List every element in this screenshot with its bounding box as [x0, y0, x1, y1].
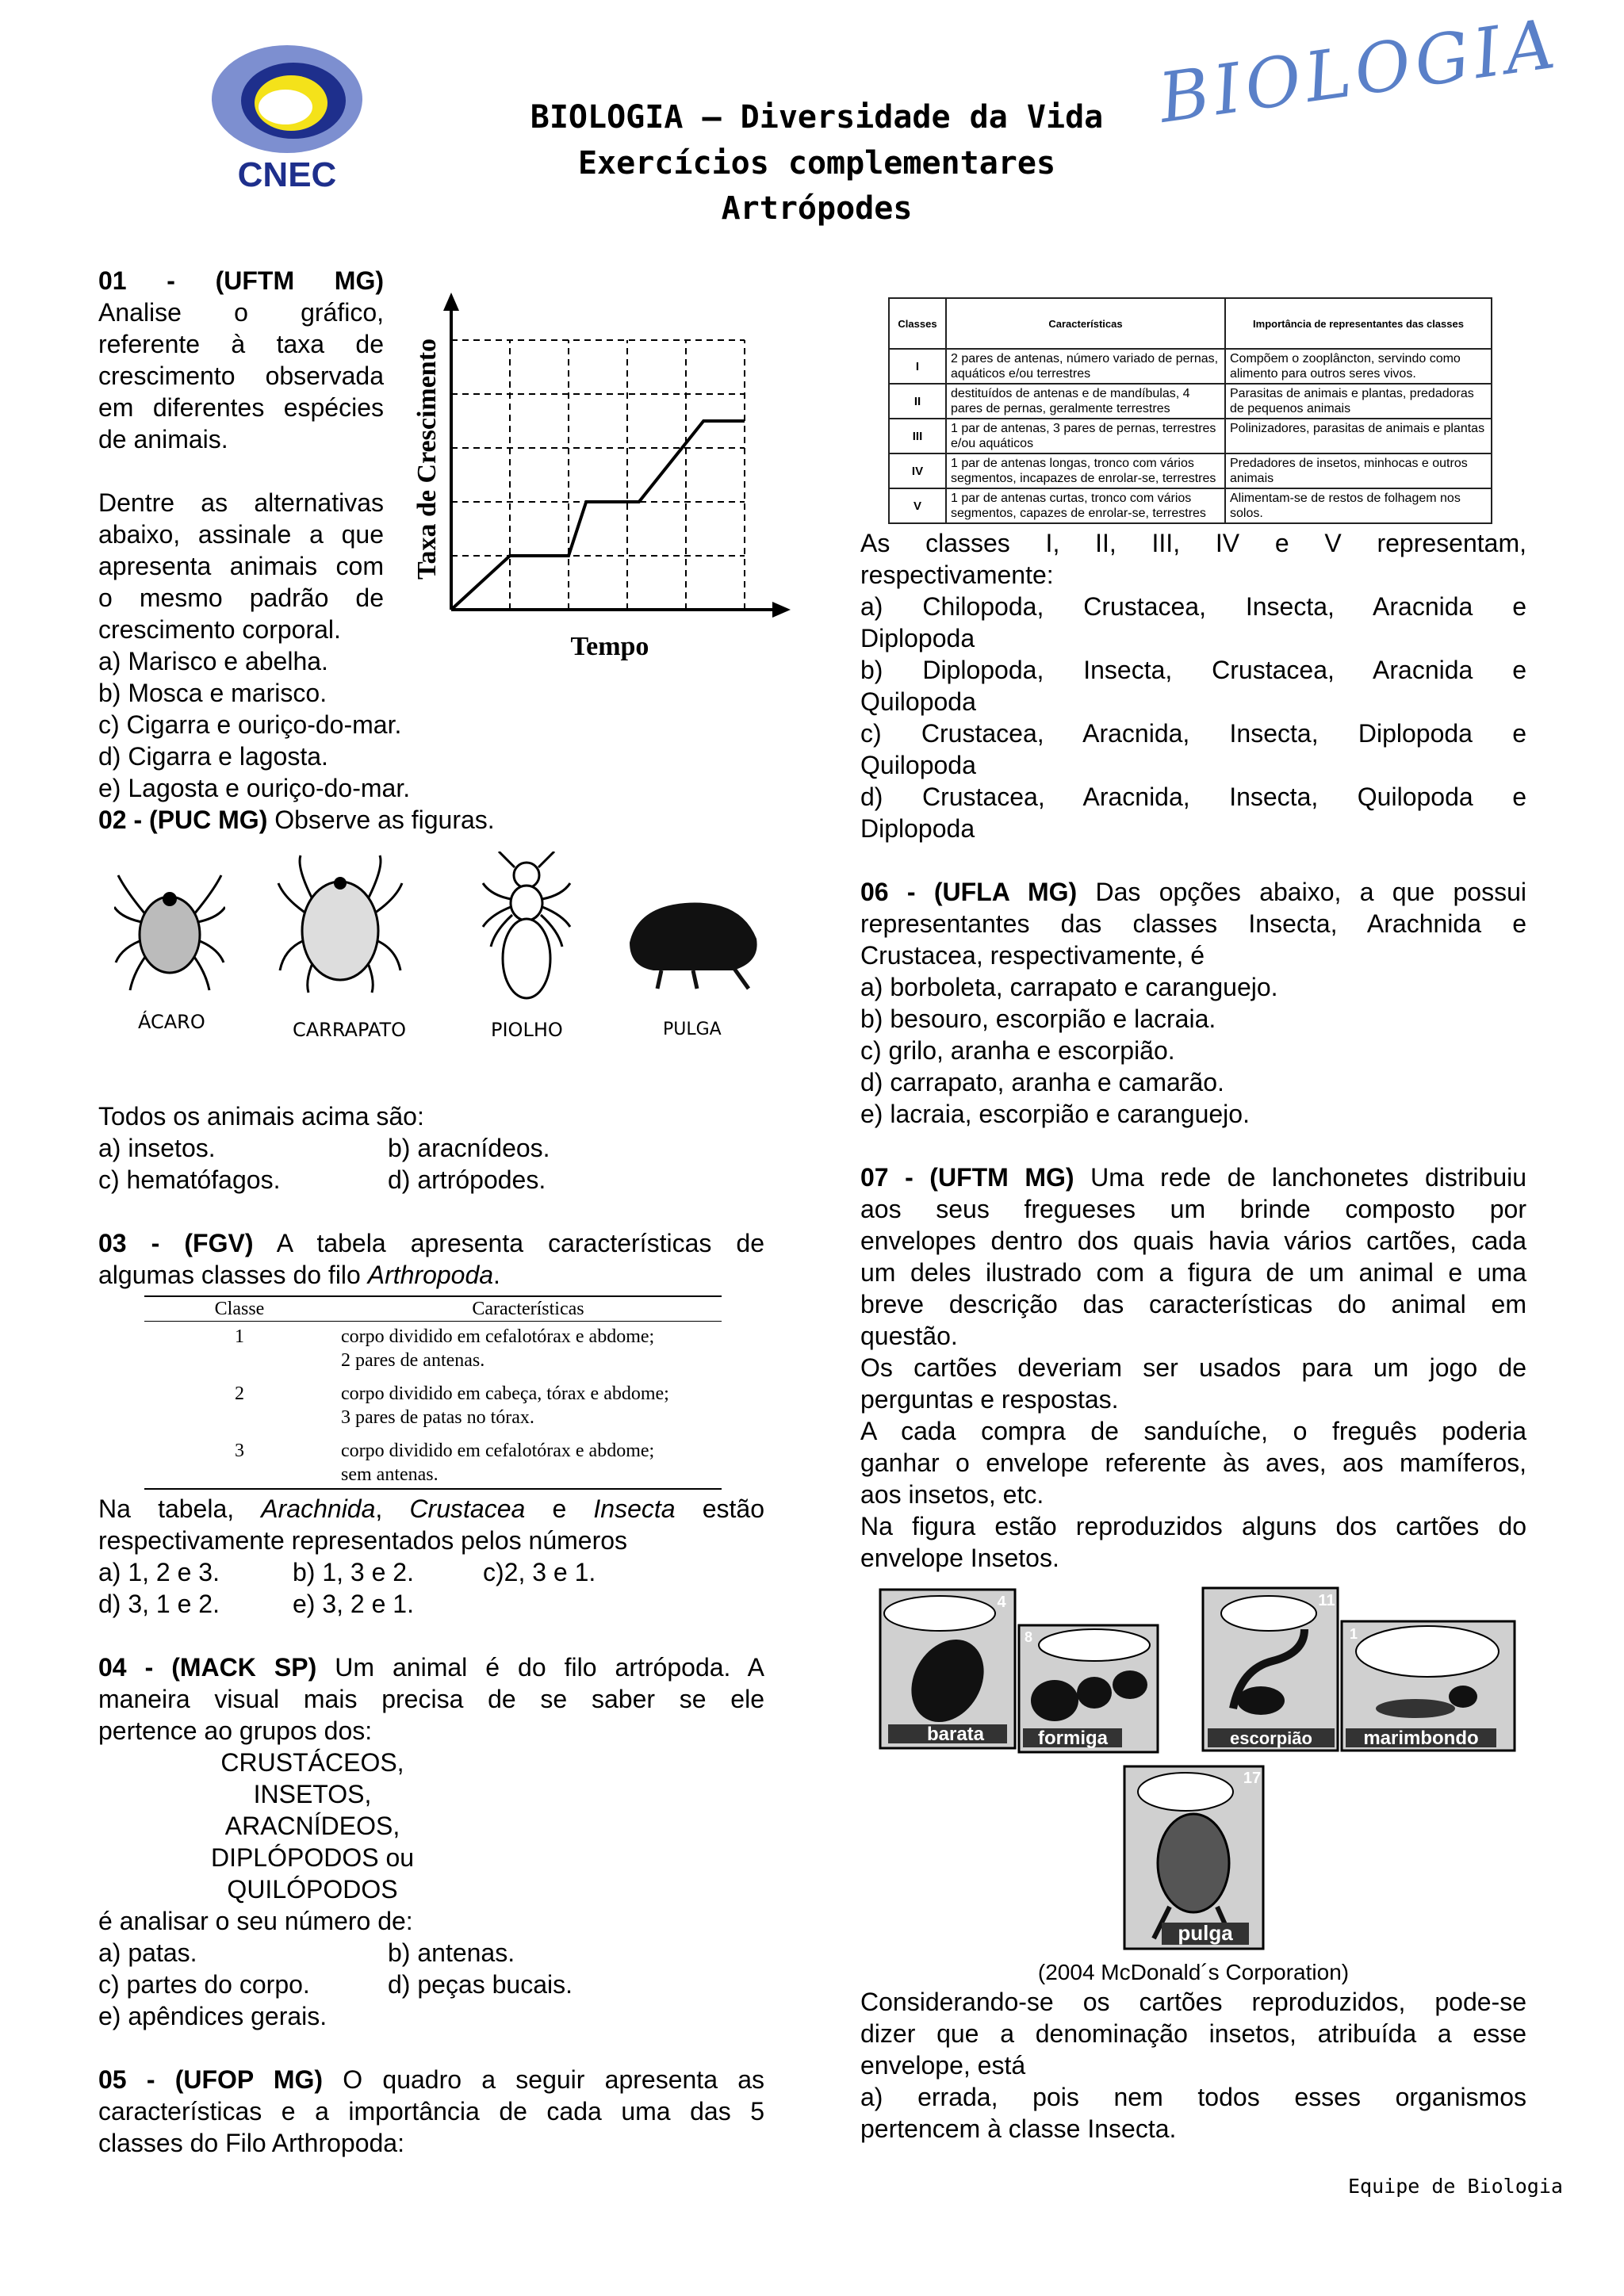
q6-option: b) besouro, escorpião e lacraia.: [860, 1004, 1216, 1033]
q1-text-line: de animais.: [98, 425, 228, 453]
q4-option: a) patas.: [98, 1938, 197, 1967]
q5-text: O quadro a seguir apresenta as: [343, 2065, 764, 2094]
question-02: [98, 804, 764, 1196]
q7-text: ganhar o envelope referente às aves, aos mamíferos,: [860, 1448, 1526, 1477]
q5-cell: destituídos de antenas e de mandíbulas, 4 pares de pernas, geralmente terrestres: [946, 384, 1225, 419]
left-column: [98, 265, 764, 2159]
q3-header-caracteristicas: Características: [472, 1299, 584, 1319]
svg-text:8: 8: [1024, 1629, 1033, 1645]
q5-table: [888, 297, 1492, 524]
q7-text: envelope Insetos.: [860, 1544, 1059, 1572]
growth-line: [451, 421, 745, 610]
q6-text: Das opções abaixo, a que possui: [1095, 878, 1527, 906]
q4-option: b) antenas.: [388, 1938, 515, 1967]
q5-row: [889, 453, 1492, 488]
q3-table: [144, 1295, 722, 1490]
question-number: 01 - (UFTM MG): [98, 266, 384, 295]
q1-option: e) Lagosta e ouriço-do-mar.: [98, 774, 411, 802]
q6-text: representantes das classes Insecta, Arachnida e: [860, 909, 1526, 938]
q6-option: e) lacraia, escorpião e caranguejo.: [860, 1100, 1250, 1128]
q6-text: Crustacea, respectivamente, é: [860, 941, 1205, 970]
acaro-icon: [114, 859, 225, 994]
q5-cell: II: [889, 384, 946, 419]
q4-option: c) partes do corpo.: [98, 1970, 310, 1999]
biologia-wordart: BIOLOGIA: [1154, 4, 1565, 139]
q7-option: a) errada, pois nem todos esses organismos: [860, 2083, 1526, 2111]
carrapato-icon: [277, 851, 404, 994]
pulga-icon: [622, 895, 764, 990]
card-barata: [880, 1590, 1015, 1748]
question-06: [860, 876, 1526, 1130]
q2-option: c) hematófagos.: [98, 1165, 281, 1194]
cards-illustration: [860, 1582, 1526, 1954]
q3-text: A tabela apresenta características de: [276, 1229, 765, 1257]
q2-option: b) aracnídeos.: [388, 1134, 550, 1162]
q7-after: envelope, está: [860, 2051, 1026, 2080]
svg-text:formiga: formiga: [1037, 1728, 1109, 1749]
question-number: 05 - (UFOP MG): [98, 2065, 324, 2094]
q2-option: a) insetos.: [98, 1134, 216, 1162]
q7-text: aos seus fregueses um brinde composto por: [860, 1195, 1526, 1223]
q4-group: CRUSTÁCEOS,: [220, 1748, 404, 1777]
q3-option: b) 1, 3 e 2.: [293, 1558, 414, 1586]
q3-option: e) 3, 2 e 1.: [293, 1590, 414, 1618]
q5-cell: 1 par de antenas curtas, tronco com vários segmentos, capazes de enrolar-se, terrestres: [946, 488, 1225, 523]
q4-group: QUILÓPODOS: [227, 1875, 398, 1904]
svg-text:4: 4: [997, 1594, 1006, 1611]
page-subtitle: Exercícios complementares: [577, 145, 1056, 182]
x-axis-label: Tempo: [570, 632, 649, 661]
figure-label-carrapato: CARRAPATO: [293, 1019, 407, 1041]
q7-text: breve descrição das características do animal em: [860, 1290, 1526, 1318]
card-escorpiao: [1203, 1588, 1338, 1751]
figure-label-acaro: ÁCARO: [138, 1011, 205, 1033]
q2-prompt: Todos os animais acima são:: [98, 1102, 424, 1131]
q1-option: a) Marisco e abelha.: [98, 647, 328, 675]
q3-cell-text: sem antenas.: [341, 1464, 439, 1485]
q5-cell: 1 par de antenas, 3 pares de pernas, terrestres e/ou aquáticos: [946, 419, 1225, 453]
q6-option: a) borboleta, carrapato e caranguejo.: [860, 973, 1278, 1001]
q3-option: a) 1, 2 e 3.: [98, 1558, 220, 1586]
q4-group: ARACNÍDEOS,: [224, 1812, 400, 1840]
q3-row: [144, 1372, 722, 1429]
q1-option: c) Cigarra e ouriço-do-mar.: [98, 710, 402, 739]
q5-cell: Compõem o zooplâncton, servindo como alimento para outros seres vivos.: [1225, 349, 1492, 384]
card-marimbondo: [1342, 1621, 1515, 1751]
svg-text:17: 17: [1243, 1770, 1262, 1787]
q5-option: b) Diplopoda, Insecta, Crustacea, Aracnida e: [860, 656, 1526, 684]
q4-text: Um animal é do filo artrópoda. A: [335, 1653, 765, 1682]
q1-prompt-line: apresenta animais com: [98, 552, 384, 580]
q3-cell-text: corpo dividido em cefalotórax e abdome;: [341, 1441, 655, 1461]
q5-cell: III: [889, 419, 946, 453]
q5-option: Diplopoda: [860, 624, 975, 652]
arthropod-figures: [98, 851, 764, 1089]
q2-text: Observe as figuras.: [274, 806, 495, 834]
q5-cell: V: [889, 488, 946, 523]
q4-group: DIPLÓPODOS ou: [210, 1843, 415, 1872]
right-column: [860, 297, 1526, 2145]
q5-option: Quilopoda: [860, 751, 976, 779]
svg-text:1: 1: [1349, 1626, 1358, 1642]
q5-text: características e a importância de cada uma das 5: [98, 2097, 764, 2126]
q4-option: e) apêndices gerais.: [98, 2002, 327, 2030]
question-number: 03 - (FGV): [98, 1229, 254, 1257]
question-number: 07 - (UFTM MG): [860, 1163, 1074, 1192]
q6-option: d) carrapato, aranha e camarão.: [860, 1068, 1224, 1096]
q3-text-italic: Arthropoda: [367, 1261, 494, 1289]
q2-option: d) artrópodes.: [388, 1165, 546, 1194]
q5-row: [889, 419, 1492, 453]
q3-cell-classe: 2: [235, 1383, 244, 1404]
svg-text:marimbondo: marimbondo: [1363, 1728, 1479, 1749]
q5-header: Importância de representantes das classes: [1225, 298, 1492, 349]
card-figure: [860, 1582, 1526, 1954]
question-05: [98, 2064, 764, 2159]
q5-cell: Parasitas de animais e plantas, predadoras de pequenos animais: [1225, 384, 1492, 419]
q5-cell: 2 pares de antenas, número variado de pernas, aquáticos e/ou terrestres: [946, 349, 1225, 384]
page-topic: Artrópodes: [721, 190, 913, 227]
q1-prompt-line: crescimento corporal.: [98, 615, 341, 644]
piolho-icon: [479, 851, 574, 1002]
q7-text: Os cartões deveriam ser usados para um jogo de: [860, 1353, 1526, 1382]
q5-row: [889, 384, 1492, 419]
q4-group: INSETOS,: [253, 1780, 372, 1808]
y-axis-arrow: [443, 293, 459, 311]
q5-option: d) Crustacea, Aracnida, Insecta, Quilopoda e: [860, 783, 1526, 811]
card-formiga: [1019, 1625, 1158, 1752]
svg-text:CNEC: CNEC: [237, 155, 337, 194]
question-number: 06 - (UFLA MG): [860, 878, 1078, 906]
q3-row: [144, 1322, 722, 1372]
q3-option: d) 3, 1 e 2.: [98, 1590, 220, 1618]
q1-option: b) Mosca e marisco.: [98, 679, 327, 707]
footer: Equipe de Biologia: [1348, 2175, 1563, 2198]
q1-prompt-line: Dentre as alternativas: [98, 488, 384, 517]
q3-after-text: respectivamente representados pelos números: [98, 1526, 628, 1555]
q1-option: d) Cigarra e lagosta.: [98, 742, 328, 771]
svg-text:barata: barata: [926, 1724, 985, 1745]
growth-chart: [412, 289, 792, 669]
q6-option: c) grilo, aranha e escorpião.: [860, 1036, 1175, 1065]
q5-cell: Polinizadores, parasitas de animais e plantas: [1225, 419, 1492, 453]
card-pulga: [1124, 1766, 1263, 1949]
svg-text:11: 11: [1318, 1592, 1335, 1609]
q7-text: aos insetos, etc.: [860, 1480, 1044, 1509]
figure-label-piolho: PIOLHO: [491, 1019, 563, 1041]
q5-text: classes do Filo Arthropoda:: [98, 2129, 404, 2157]
q5-after: respectivamente:: [860, 561, 1054, 589]
svg-text:escorpião: escorpião: [1230, 1728, 1312, 1748]
q5-cell: 1 par de antenas longas, tronco com vários segmentos, incapazes de enrolar-se, terrestres: [946, 453, 1225, 488]
q4-text: pertence ao grupos dos:: [98, 1716, 373, 1745]
q7-text: perguntas e respostas.: [860, 1385, 1119, 1414]
q3-cell-text: corpo dividido em cefalotórax e abdome;: [341, 1326, 655, 1347]
q5-cell: IV: [889, 453, 946, 488]
q5-header: Classes: [889, 298, 946, 349]
question-04: [98, 1651, 764, 2032]
question-01: [98, 265, 764, 804]
figure-caption: (2004 McDonald´s Corporation): [1037, 1960, 1350, 1984]
q5-row: [889, 349, 1492, 384]
question-number: 02 - (PUC MG): [98, 806, 268, 834]
q5-cell: I: [889, 349, 946, 384]
q4-option: d) peças bucais.: [388, 1970, 573, 1999]
q7-text: envelopes dentro dos quais havia vários cartões, cada: [860, 1226, 1526, 1255]
q5-cell: Predadores de insetos, minhocas e outros animais: [1225, 453, 1492, 488]
q1-prompt-line: o mesmo padrão de: [98, 584, 384, 612]
q5-row: [889, 488, 1492, 523]
q1-text-line: Analise o gráfico,: [98, 298, 384, 327]
cnec-logo: [208, 44, 366, 202]
q5-option: a) Chilopoda, Crustacea, Insecta, Aracnida e: [860, 592, 1526, 621]
y-axis-label: Taxa de Crescimento: [412, 338, 442, 580]
q5-header: Características: [946, 298, 1225, 349]
q1-prompt-line: abaixo, assinale a que: [98, 520, 384, 549]
q4-prompt: é analisar o seu número de:: [98, 1907, 413, 1935]
q3-cell-text: 2 pares de antenas.: [341, 1350, 485, 1371]
q7-text: A cada compra de sanduíche, o freguês poderia: [860, 1417, 1526, 1445]
page-title: BIOLOGIA – Diversidade da Vida: [530, 99, 1104, 136]
question-number: 04 - (MACK SP): [98, 1653, 317, 1682]
svg-text:pulga: pulga: [1178, 1921, 1233, 1945]
q4-text: maneira visual mais precisa de se saber se ele: [98, 1685, 764, 1713]
q7-text: um deles ilustrado com a figura de um animal e uma: [860, 1258, 1526, 1287]
q7-text: Na figura estão reproduzidos alguns dos cartões do: [860, 1512, 1526, 1540]
figure-label-pulga: PULGA: [663, 1020, 722, 1039]
q7-text: Uma rede de lanchonetes distribuiu: [1090, 1163, 1527, 1192]
q3-header-classe: Classe: [214, 1299, 265, 1319]
q5-option: Quilopoda: [860, 687, 976, 716]
q5-option: Diplopoda: [860, 814, 975, 843]
q7-after: dizer que a denominação insetos, atribuída a esse: [860, 2019, 1526, 2048]
question-03: 03 - (FGV) A tabela apresenta características de algumas classes do filo Arthropoda. Classe Características 1 corpo dividido em cefalotórax e abdome; 2 pares de antenas. 2 corpo dividido em cabeça, tórax e abdome; 3 pares de patas no tórax. 3 corpo dividido em cefalotórax e abdome; sem antenas. Na tabela, Arachnida, Crustacea e Insecta estão respectivamente representados pelos números a) 1, 2 e 3. b) 1, 3 e 2. c)2, 3 e 1. d) 3, 1 e 2. e) 3, 2 e 1.: [98, 1229, 765, 1618]
q3-option: c)2, 3 e 1.: [483, 1558, 596, 1586]
q1-text-line: crescimento observada: [98, 362, 384, 390]
q5-cell: Alimentam-se de restos de folhagem nos solos.: [1225, 488, 1492, 523]
q3-cell-text: corpo dividido em cabeça, tórax e abdome;: [341, 1383, 669, 1404]
question-07: [860, 1161, 1526, 2145]
q1-text-line: referente à taxa de: [98, 330, 384, 358]
q3-text: algumas classes do filo: [98, 1261, 368, 1289]
q7-option: pertencem à classe Insecta.: [860, 2114, 1177, 2143]
q1-text-line: em diferentes espécies: [98, 393, 384, 422]
x-axis-arrow: [772, 602, 791, 618]
q3-cell-text: 3 pares de patas no tórax.: [341, 1407, 534, 1428]
q7-after: Considerando-se os cartões reproduzidos, pode-se: [860, 1988, 1526, 2016]
q3-row: [144, 1429, 722, 1488]
q3-after-text: Na tabela, Arachnida, Crustacea e Insecta estão: [98, 1494, 764, 1523]
q5-after: As classes I, II, III, IV e V representam,: [860, 529, 1526, 557]
q3-cell-classe: 3: [235, 1441, 244, 1461]
q5-option: c) Crustacea, Aracnida, Insecta, Diplopoda e: [860, 719, 1526, 748]
q3-cell-classe: 1: [235, 1326, 244, 1347]
q7-text: questão.: [860, 1322, 958, 1350]
